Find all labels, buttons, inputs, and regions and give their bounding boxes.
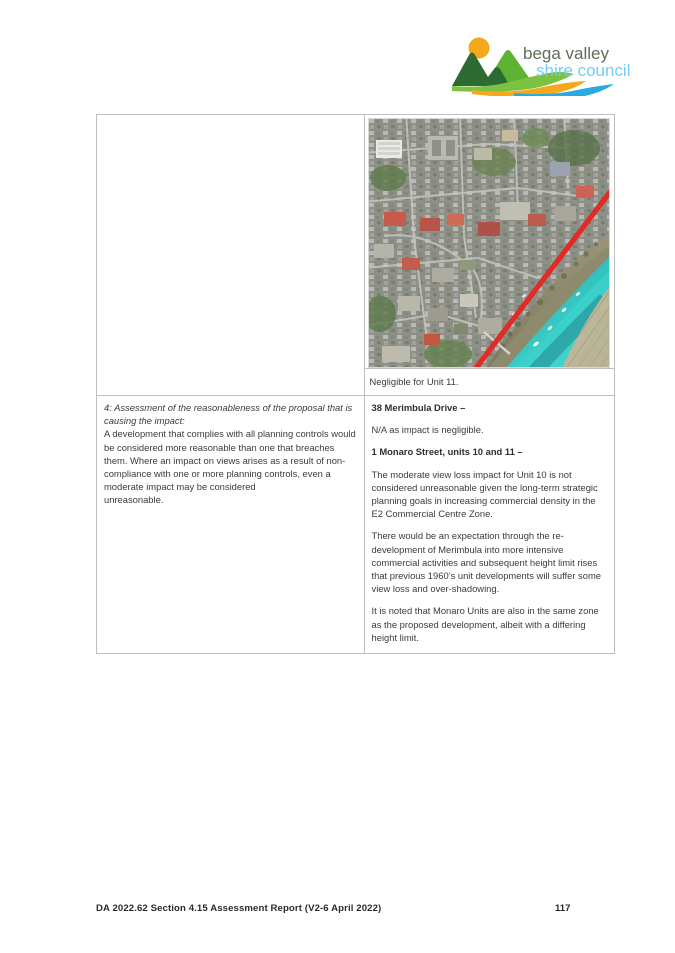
footer-document-reference: DA 2022.62 Section 4.15 Assessment Report (V2-6 April 2022) (96, 903, 382, 914)
assessment-heading-38-merimbula-drive: 38 Merimbula Drive – (371, 402, 466, 413)
criterion-4-body: A development that complies with all planning controls would be considered more reasonable than one that breaches them. Where an impact on views arises as a result of non-compliance with one or more planning controls, even a moderate impact may be considered (104, 428, 356, 493)
assessment-text-redevelopment-expectation: There would be an expectation through the re-development of Merimbula into more intensive commercial activities and subsequent height limit rises that previous 1960’s unit developments will suffer some view loss and over-shadowing. (371, 530, 601, 595)
table-row (97, 115, 615, 396)
criterion-4-heading: 4: Assessment of the reasonableness of the proposal that is causing the impact: (104, 402, 353, 427)
criteria-cell-empty (97, 115, 365, 396)
logo-text-line1: bega valley (523, 44, 610, 63)
photo-caption: Negligible for Unit 11. (365, 368, 614, 395)
bega-valley-shire-council-logo (448, 34, 634, 96)
criterion-4-body-tail: unreasonable. (104, 494, 164, 506)
logo-text-line2: shire council (536, 61, 631, 80)
aerial-photo-container (365, 115, 614, 368)
footer-page-number: 117 (555, 903, 571, 914)
assessment-text-38-merimbula-drive: N/A as impact is negligible. (371, 424, 484, 436)
assessment-text-unit-10-moderate-view-loss: The moderate view loss impact for Unit 10 is not considered unreasonable given the long-term strategic planning goals in increasing commercial density in the E2 Commercial Centre Zone. (371, 468, 598, 520)
assessment-paragraph-list (365, 396, 614, 653)
assessment-text-monaro-units-zone: It is noted that Monaro Units are also in the same zone as the proposed development, albeit with a differing height limit. (371, 605, 599, 643)
assessment-table (96, 114, 615, 654)
aerial-photo-merimbula (368, 118, 610, 368)
assessment-cell-4 (364, 396, 614, 654)
assessment-heading-1-monaro-street: 1 Monaro Street, units 10 and 11 – (371, 446, 523, 458)
empty-criteria-text (97, 115, 364, 387)
table-row (97, 396, 615, 654)
evidence-cell-photo (364, 115, 614, 396)
criteria-cell-4 (97, 396, 365, 654)
